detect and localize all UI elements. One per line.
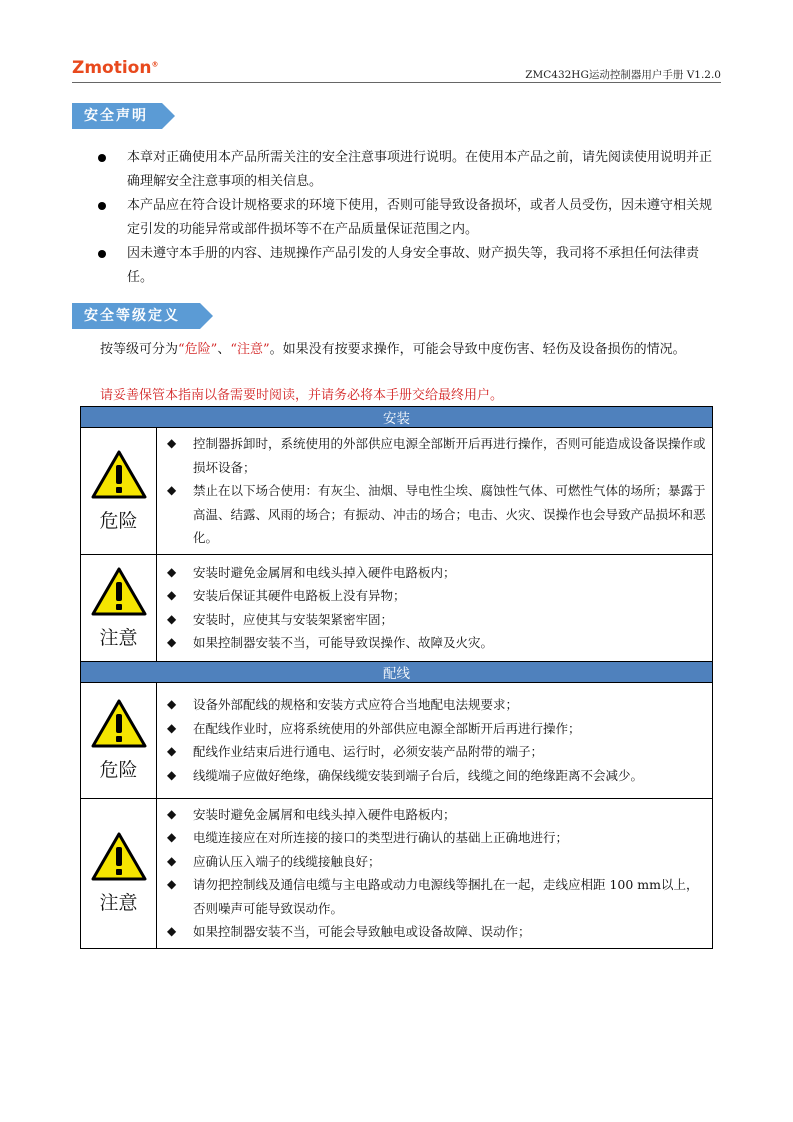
diamond-bullet-icon: ◆ (167, 697, 177, 711)
level-cell-caution (81, 798, 157, 948)
list-item-text: 控制器拆卸时，系统使用的外部供应电源全部断开后再进行操作，否则可能造成设备误操作或损坏设备； (193, 436, 706, 475)
header-divider (72, 82, 721, 83)
list-item-text: 本产品应在符合设计规格要求的环境下使用，否则可能导致设备损坏，或者人员受伤，因未遵守相关规定引发的功能异常或部件损坏等不在产品质量保证范围之内。 (127, 198, 713, 237)
bullet-icon (98, 250, 106, 258)
diamond-bullet-icon: ◆ (167, 611, 177, 626)
safety-table (80, 406, 713, 949)
row-wiring-caution (81, 798, 713, 948)
list-item-text: 安装时避免金属屑和电线头掉入硬件电路板内； (193, 564, 456, 580)
diamond-bullet-icon: ◆ (167, 767, 177, 782)
list-item-text: 如果控制器安装不当，可能会导致触电或设备故障、误动作； (193, 924, 531, 939)
list-item (98, 146, 723, 194)
list-item (167, 740, 706, 764)
list-item (167, 608, 706, 632)
items-install-caution (157, 554, 713, 661)
items-wiring-caution (157, 798, 713, 948)
list-item (98, 194, 723, 242)
level-label-caution: 注意 (99, 626, 138, 649)
level-label-caution: 注意 (99, 892, 138, 914)
band-install (81, 407, 713, 428)
diamond-bullet-icon: ◆ (167, 806, 177, 821)
list-item-text: 应确认压入端子的线缆接触良好； (193, 853, 381, 869)
section-title-safety-statement: 安全声明 (72, 103, 162, 129)
keep-manual-notice: 请妥善保管本指南以备需要时阅读，并请务必将本手册交给最终用户。 (100, 388, 504, 403)
list-item (167, 850, 706, 874)
section-title-safety-levels: 安全等级定义 (72, 303, 200, 329)
list-item-text: 请勿把控制线及通信电缆与主电路或动力电源线等捆扎在一起，走线应相距 100 mm以上，否则噪声可能导致误动作。 (193, 877, 699, 916)
items-install-danger (157, 428, 713, 555)
warning-triangle-icon (90, 831, 148, 883)
diamond-bullet-icon: ◆ (167, 720, 177, 735)
para-separator: 、 (217, 342, 231, 357)
row-install-danger (81, 428, 713, 555)
list-item-text: 线缆端子应做好绝缘，确保线缆安装到端子台后，线缆之间的绝缘距离不会减少。 (193, 767, 644, 783)
warning-triangle-icon (90, 698, 148, 750)
safety-statement-list (98, 146, 723, 290)
diamond-bullet-icon: ◆ (167, 483, 177, 497)
list-item (167, 693, 706, 717)
list-item (98, 242, 723, 290)
warning-triangle-icon (90, 449, 148, 501)
diamond-bullet-icon: ◆ (167, 635, 177, 649)
diamond-bullet-icon: ◆ (167, 744, 177, 758)
list-item-text: 如果控制器安装不当，可能导致误操作、故障及火灾。 (193, 635, 494, 650)
list-item (167, 717, 706, 741)
document-title: ZMC432HG运动控制器用户手册 V1.2.0 (525, 69, 721, 81)
list-item-text: 电缆连接应在对所连接的接口的类型进行确认的基础上正确地进行； (193, 830, 569, 845)
list-item-text: 本章对正确使用本产品所需关注的安全注意事项进行说明。在使用本产品之前，请先阅读使用说明并正确理解安全注意事项的相关信息。 (127, 150, 713, 189)
list-item (167, 561, 706, 585)
diamond-bullet-icon: ◆ (167, 564, 177, 579)
diamond-bullet-icon: ◆ (167, 877, 177, 891)
brand-logo-text: Zmotion (72, 58, 152, 78)
list-item-text: 在配线作业时，应将系统使用的外部供应电源全部断开后再进行操作； (193, 720, 581, 736)
list-item (167, 584, 706, 608)
list-item-text: 安装后保证其硬件电路板上没有异物； (193, 588, 406, 603)
warning-triangle-icon (90, 566, 148, 618)
brand-logo (72, 58, 158, 78)
level-cell-danger (81, 682, 157, 798)
bullet-icon (98, 202, 106, 210)
list-item (167, 920, 706, 944)
band-wiring-title: 配线 (81, 661, 713, 682)
diamond-bullet-icon: ◆ (167, 924, 177, 938)
registered-mark: ® (151, 60, 159, 69)
para-prefix: 按等级可分为 (100, 342, 179, 357)
list-item-text: 禁止在以下场合使用：有灰尘、油烟、导电性尘埃、腐蚀性气体、可燃性气体的场所；暴露于高温、结露、风雨的场合；有振动、冲击的场合；电击、火灾、误操作也会导致产品损坏和恶化。 (193, 483, 706, 545)
list-item (167, 631, 706, 655)
level-cell-danger (81, 428, 157, 555)
list-item (167, 873, 706, 920)
list-item (167, 764, 706, 788)
diamond-bullet-icon: ◆ (167, 588, 177, 602)
list-item (167, 432, 706, 479)
list-item-text: 安装时，应使其与安装架紧密牢固； (193, 611, 394, 627)
list-item-text: 因未遵守本手册的内容、违规操作产品引发的人身安全事故、财产损失等，我司将不承担任何法律责任。 (127, 246, 700, 285)
band-wiring (81, 661, 713, 682)
level-label-danger: 危险 (99, 759, 138, 781)
list-item-text: 配线作业结束后进行通电、运行时，必须安装产品附带的端子； (193, 744, 544, 759)
level-label-danger: 危险 (99, 509, 138, 532)
diamond-bullet-icon: ◆ (167, 830, 177, 844)
levels-paragraph (72, 338, 722, 362)
caution-word: “注意” (230, 342, 270, 357)
danger-word: “危险” (178, 342, 218, 357)
bullet-icon (98, 154, 106, 162)
items-wiring-danger (157, 682, 713, 798)
list-item (167, 803, 706, 827)
diamond-bullet-icon: ◆ (167, 853, 177, 868)
row-wiring-danger (81, 682, 713, 798)
list-item (167, 826, 706, 850)
row-install-caution (81, 554, 713, 661)
list-item-text: 设备外部配线的规格和安装方式应符合当地配电法规要求； (193, 697, 519, 712)
diamond-bullet-icon: ◆ (167, 436, 177, 450)
para-suffix: 。如果没有按要求操作，可能会导致中度伤害、轻伤及设备损伤的情况。 (269, 342, 686, 357)
list-item-text: 安装时避免金属屑和电线头掉入硬件电路板内； (193, 806, 456, 822)
list-item (167, 479, 706, 550)
band-install-title: 安装 (81, 407, 713, 428)
level-cell-caution (81, 554, 157, 661)
